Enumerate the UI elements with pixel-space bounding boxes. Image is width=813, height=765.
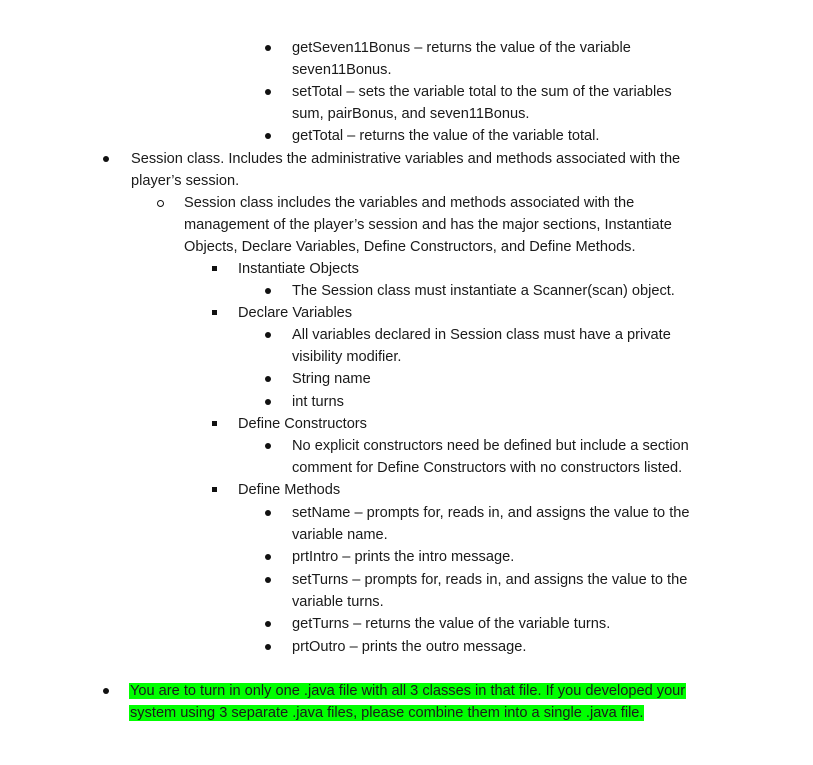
text-line: setTurns – prompts for, reads in, and assigns the value to the [292,572,688,588]
text-line: comment for Define Constructors with no constructors listed. [292,460,683,476]
bullet-dot [265,510,271,516]
text-line: String name [292,371,371,387]
bullet-dot [265,399,271,405]
text-line: Session class. Includes the administrative variables and methods associated with the [131,151,681,167]
text-line: player’s session. [131,173,240,189]
bullet-dot [103,156,109,162]
text-line: variable name. [292,527,388,543]
bullet-square [212,310,217,315]
highlighted-text: You are to turn in only one .java file with all 3 classes in that file. If you developed your [130,683,686,699]
section-heading: Instantiate Objects [238,261,359,277]
text-line: Objects, Declare Variables, Define Constructors, and Define Methods. [184,239,636,255]
bullet-square [212,487,217,492]
text-line: No explicit constructors need be defined but include a section [292,438,689,454]
bullet-dot [265,577,271,583]
text-line: setTotal – sets the variable total to the sum of the variables [292,84,672,100]
bullet-dot [265,332,271,338]
bullet-dot [265,45,271,51]
section-heading: Define Constructors [238,416,367,432]
text-line: getTurns – returns the value of the variable turns. [292,616,611,632]
bullet-dot [265,288,271,294]
text-line: getTotal – returns the value of the variable total. [292,128,600,144]
text-line: sum, pairBonus, and seven11Bonus. [292,106,530,122]
bullet-dot [103,688,109,694]
bullet-dot [265,621,271,627]
bullet-dot [265,376,271,382]
bullet-dot [265,644,271,650]
text-line: All variables declared in Session class must have a private [292,327,671,343]
text-line: prtOutro – prints the outro message. [292,639,527,655]
text-line: seven11Bonus. [292,62,392,78]
section-heading: Define Methods [238,482,341,498]
bullet-dot [265,89,271,95]
bullet-dot [265,554,271,560]
text-line: Session class includes the variables and methods associated with the [184,195,635,211]
text-line: setName – prompts for, reads in, and assigns the value to the [292,505,690,521]
text-line: variable turns. [292,594,384,610]
bullet-square [212,266,217,271]
text-line: visibility modifier. [292,349,402,365]
highlighted-text: system using 3 separate .java files, please combine them into a single .java file. [130,705,644,721]
text-line: int turns [292,394,344,410]
bullet-dot [265,133,271,139]
highlighted-note [129,682,686,700]
text-line: getSeven11Bonus – returns the value of the variable [292,40,631,56]
text-line: management of the player’s session and has the major sections, Instantiate [184,217,672,233]
text-line: prtIntro – prints the intro message. [292,549,515,565]
bullet-dot [265,443,271,449]
text-line: The Session class must instantiate a Scanner(scan) object. [292,283,675,299]
bullet-square [212,421,217,426]
highlighted-note [129,704,644,722]
section-heading: Declare Variables [238,305,353,321]
bullet-circle [157,200,164,207]
